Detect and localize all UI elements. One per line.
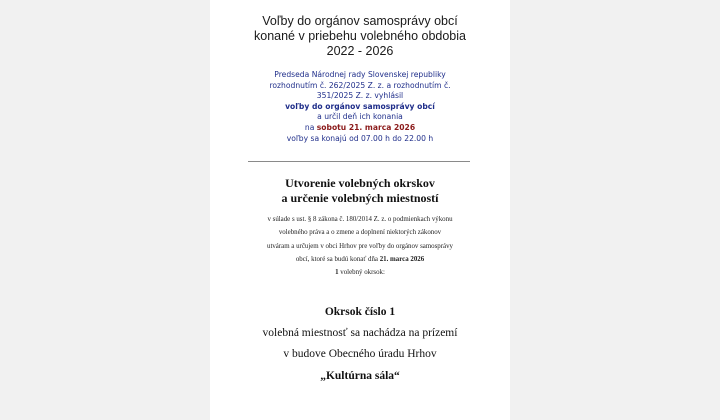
announcement-line-1: Predseda Národnej rady Slovenskej republiky (274, 70, 446, 79)
section-title-line-1: Utvorenie volebných okrskov (285, 176, 435, 190)
room-name: „Kultúrna sála“ (320, 370, 400, 382)
election-date: sobotu 21. marca 2026 (316, 122, 416, 132)
divider (248, 161, 470, 162)
location-line-2: v budove Obecného úradu Hrhov (283, 348, 437, 360)
section-title-line-2: a určenie volebných miestností (281, 191, 439, 205)
heading-line-1: Voľby do orgánov samosprávy obcí (262, 14, 458, 28)
heading-line-3: 2022 - 2026 (326, 44, 394, 58)
section-title (210, 176, 510, 206)
body-line-5: 1 volebný okrsok: (335, 269, 385, 277)
body-line-2: volebného práva a o zmene a doplnení niektorých zákonov (278, 229, 442, 237)
location-line-1: volebná miestnosť sa nachádza na prízemí (262, 327, 458, 339)
document-page (210, 0, 510, 420)
body-line-3: utváram a určujem v obci Hrhov pre voľby do orgánov samosprávy (267, 242, 453, 250)
announcement-line-6: na sobotu 21. marca 2026 (304, 122, 416, 132)
election-heading (210, 14, 510, 59)
district-title: Okrsok číslo 1 (324, 306, 396, 318)
announcement-line-5: a určil deň ich konania (317, 112, 403, 122)
body-date: 21. marca 2026 (379, 255, 425, 263)
announcement-line-4: voľby do orgánov samosprávy obcí (285, 101, 435, 111)
announcement-line-7: voľby sa konajú od 07.00 h do 22.00 h (286, 133, 434, 143)
announcement-line-3: 351/2025 Z. z. vyhlásil (316, 91, 404, 101)
body-paragraph (210, 213, 510, 279)
district-count: 1 (335, 269, 339, 277)
heading-line-2: konané v priebehu volebného obdobia (254, 29, 466, 43)
body-line-4: obcí, ktoré sa budú konať dňa 21. marca 2026 (295, 255, 425, 263)
announcement-block (210, 70, 510, 144)
body-line-1: v súlade s ust. § 8 zákona č. 180/2014 Z. z. o podmienkach výkonu (267, 216, 453, 223)
announcement-line-2: rozhodnutím č. 262/2025 Z. z. a rozhodnutím č. (269, 80, 451, 90)
